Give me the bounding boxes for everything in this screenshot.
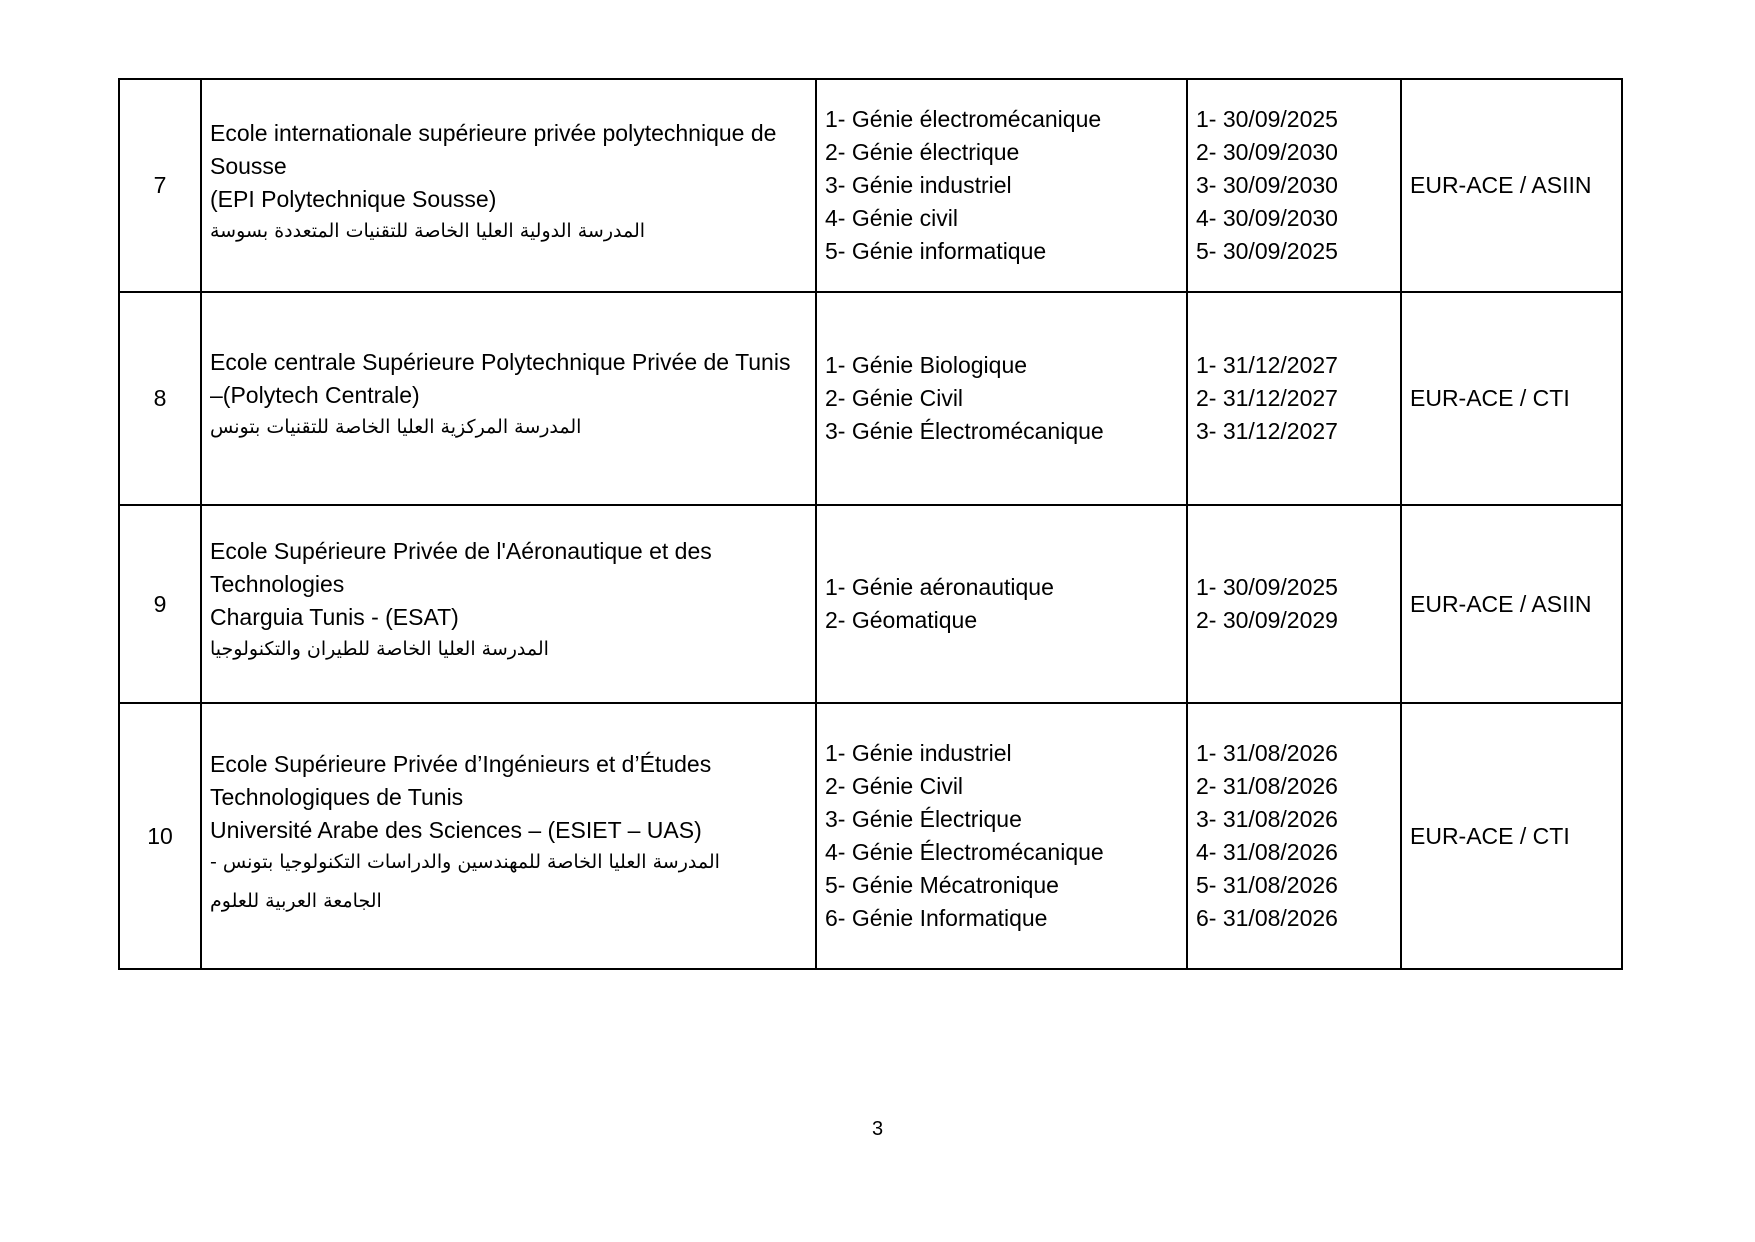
program-item: 2- Génie Civil bbox=[825, 385, 964, 411]
programs-cell bbox=[816, 292, 1187, 505]
institution-arabic-line: المدرسة الدولية العليا الخاصة للتقنيات المتعددة بسوسة bbox=[210, 219, 646, 242]
institution-cell bbox=[201, 79, 816, 292]
program-item: 5- Génie Mécatronique bbox=[825, 872, 1059, 898]
program-item: 4- Génie Électromécanique bbox=[825, 839, 1104, 865]
institution-arabic-name bbox=[210, 634, 807, 664]
page-number: 3 bbox=[871, 1118, 884, 1140]
institution-name-line: Ecole Supérieure Privée de l'Aéronautique et des Technologies bbox=[210, 538, 712, 597]
dates-cell bbox=[1187, 292, 1401, 505]
program-item: 4- Génie civil bbox=[825, 205, 958, 231]
institution-cell bbox=[201, 292, 816, 505]
table-row bbox=[119, 79, 1622, 292]
date-item: 1- 31/12/2027 bbox=[1196, 352, 1338, 378]
institution-arabic-name bbox=[210, 412, 807, 442]
program-item: 1- Génie Biologique bbox=[825, 352, 1028, 378]
programs-cell bbox=[816, 505, 1187, 703]
dates-cell bbox=[1187, 703, 1401, 969]
program-item: 5- Génie informatique bbox=[825, 238, 1047, 264]
institution-arabic-line: الجامعة العربية للعلوم bbox=[210, 889, 382, 912]
date-item: 3- 31/08/2026 bbox=[1196, 806, 1338, 832]
institution-name-line: (EPI Polytechnique Sousse) bbox=[210, 185, 497, 212]
date-item: 2- 30/09/2030 bbox=[1196, 139, 1338, 165]
institution-arabic-line: المدرسة العليا الخاصة للطيران والتكنولوجيا bbox=[210, 638, 549, 660]
date-item: 2- 31/12/2027 bbox=[1196, 385, 1338, 411]
date-item: 1- 30/09/2025 bbox=[1196, 106, 1338, 132]
date-item: 5- 31/08/2026 bbox=[1196, 872, 1338, 898]
accreditation-table bbox=[118, 78, 1623, 970]
institution-cell bbox=[201, 505, 816, 703]
program-item: 1- Génie aéronautique bbox=[825, 574, 1054, 600]
table-row bbox=[119, 292, 1622, 505]
date-item: 4- 30/09/2030 bbox=[1196, 205, 1338, 231]
program-item: 1- Génie électromécanique bbox=[825, 106, 1102, 132]
date-item: 1- 30/09/2025 bbox=[1196, 574, 1338, 600]
date-item: 4- 31/08/2026 bbox=[1196, 839, 1338, 865]
institution-arabic-name bbox=[210, 886, 807, 916]
date-item: 2- 31/08/2026 bbox=[1196, 773, 1338, 799]
program-item: 2- Génie Civil bbox=[825, 773, 964, 799]
institution-arabic-name bbox=[210, 847, 807, 877]
dates-cell bbox=[1187, 505, 1401, 703]
program-item: 3- Génie Électromécanique bbox=[825, 418, 1104, 444]
program-item: 6- Génie Informatique bbox=[825, 905, 1048, 931]
program-item: 1- Génie industriel bbox=[825, 740, 1012, 766]
date-item: 6- 31/08/2026 bbox=[1196, 905, 1338, 931]
accreditation-label: EUR-ACE / ASIIN bbox=[1401, 79, 1622, 292]
date-item: 3- 31/12/2027 bbox=[1196, 418, 1338, 444]
table-row bbox=[119, 703, 1622, 969]
date-item: 1- 31/08/2026 bbox=[1196, 740, 1338, 766]
institution-arabic-line: المدرسة المركزية العليا الخاصة للتقنيات بتونس bbox=[210, 416, 582, 438]
row-number: 8 bbox=[119, 292, 201, 505]
date-item: 3- 30/09/2030 bbox=[1196, 172, 1338, 198]
program-item: 2- Génie électrique bbox=[825, 139, 1020, 165]
programs-cell bbox=[816, 79, 1187, 292]
row-number: 9 bbox=[119, 505, 201, 703]
accreditation-label: EUR-ACE / CTI bbox=[1401, 703, 1622, 969]
row-number: 7 bbox=[119, 79, 201, 292]
institution-arabic-line: المدرسة العليا الخاصة للمهندسين والدراسات التكنولوجيا بتونس - bbox=[210, 850, 720, 873]
institution-cell bbox=[201, 703, 816, 969]
dates-cell bbox=[1187, 79, 1401, 292]
date-item: 2- 30/09/2029 bbox=[1196, 607, 1338, 633]
program-item: 3- Génie industriel bbox=[825, 172, 1012, 198]
accreditation-label: EUR-ACE / CTI bbox=[1401, 292, 1622, 505]
programs-cell bbox=[816, 703, 1187, 969]
institution-name-line: Charguia Tunis - (ESAT) bbox=[210, 604, 459, 630]
institution-name-line: Université Arabe des Sciences – (ESIET – UAS) bbox=[210, 816, 702, 843]
institution-name-line: Ecole Supérieure Privée d’Ingénieurs et d’Études Technologiques de Tunis bbox=[210, 750, 712, 810]
row-number: 10 bbox=[119, 703, 201, 969]
program-item: 3- Génie Électrique bbox=[825, 806, 1022, 832]
date-item: 5- 30/09/2025 bbox=[1196, 238, 1338, 264]
institution-name-line: Ecole internationale supérieure privée polytechnique de Sousse bbox=[210, 119, 777, 179]
institution-arabic-name bbox=[210, 216, 807, 246]
program-item: 2- Géomatique bbox=[825, 607, 978, 633]
accreditation-label: EUR-ACE / ASIIN bbox=[1401, 505, 1622, 703]
table-row bbox=[119, 505, 1622, 703]
institution-name-line: Ecole centrale Supérieure Polytechnique Privée de Tunis –(Polytech Centrale) bbox=[210, 349, 791, 408]
